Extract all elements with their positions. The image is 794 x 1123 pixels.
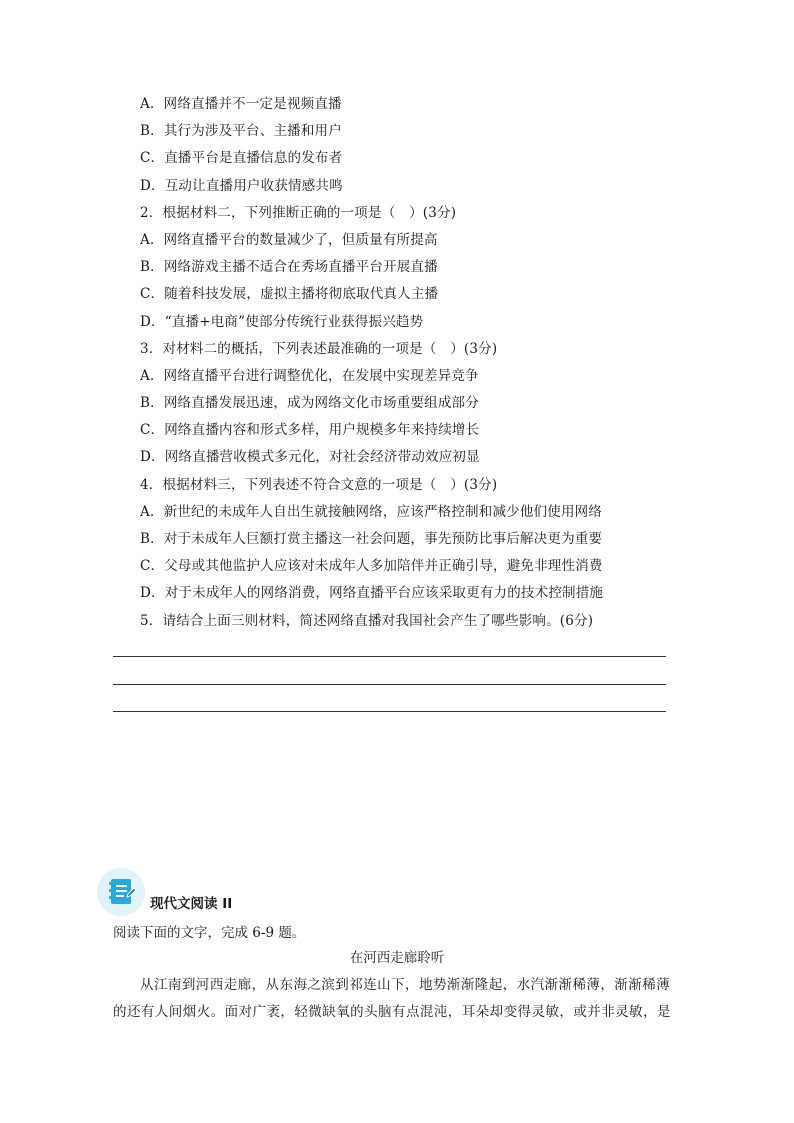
question-line: A．网络直播平台进行调整优化，在发展中实现差异竞争 (140, 367, 479, 384)
question-line: C．网络直播内容和形式多样，用户规模多年来持续增长 (140, 422, 480, 439)
passage-body (113, 972, 683, 1026)
question-line: C．随着科技发展，虚拟主播将彻底取代真人主播 (140, 286, 439, 303)
question-line: C．父母或其他监护人应该对未成年人多加陪伴并正确引导，避免非理性消费 (140, 558, 603, 575)
answer-line (113, 711, 666, 712)
question-line: B．网络直播发展迅速，成为网络文化市场重要组成部分 (140, 395, 479, 412)
question-line: D．“直播+电商”使部分传统行业获得振兴趋势 (140, 313, 424, 330)
question-line: B．网络游戏主播不适合在秀场直播平台开展直播 (140, 259, 438, 276)
passage-line: 从江南到河西走廊，从东海之滨到祁连山下，地势渐渐隆起，水汽渐渐稀薄，渐渐稀薄 (140, 977, 671, 993)
reading-instruction: 阅读下面的文字，完成 6-9 题。 (113, 925, 306, 941)
question-line: 2．根据材料二，下列推断正确的一项是（ ）(3分) (140, 204, 457, 221)
question-line: C．直播平台是直播信息的发布者 (140, 150, 343, 167)
question-line: 5．请结合上面三则材料，简述网络直播对我国社会产生了哪些影响。(6分) (140, 612, 594, 629)
question-line: D．对于未成年人的网络消费，网络直播平台应该采取更有力的技术控制措施 (140, 585, 604, 602)
section-header (97, 868, 497, 920)
question-line: B．对于未成年人巨额打赏主播这一社会问题，事先预防比事后解决更为重要 (140, 531, 603, 547)
section-title: 现代文阅读 II (150, 896, 233, 912)
question-line: 3．对材料二的概括，下列表述最准确的一项是（ ）(3分) (140, 340, 498, 357)
question-line: D．互动让直播用户收获情感共鸣 (140, 177, 343, 194)
question-line: A．新世纪的未成年人自出生就接触网络，应该严格控制和减少他们使用网络 (140, 503, 603, 520)
passage-line: 的还有人间烟火。面对广袤，轻微缺氧的头脑有点混沌，耳朵却变得灵敏，或并非灵敏，是 (113, 1004, 671, 1020)
question-line: 4．根据材料三，下列表述不符合文意的一项是（ ）(3分) (140, 476, 498, 493)
notebook-icon (97, 868, 145, 916)
answer-area[interactable] (113, 656, 666, 739)
answer-line (113, 656, 666, 657)
answer-line (113, 684, 666, 685)
question-list (140, 91, 700, 635)
question-line: A．网络直播并不一定是视频直播 (140, 96, 342, 112)
question-line: D．网络直播营收模式多元化，对社会经济带动效应初显 (140, 449, 480, 466)
passage-title: 在河西走廊聆听 (349, 950, 445, 966)
question-line: B．其行为涉及平台、主播和用户 (140, 123, 342, 140)
question-line: A．网络直播平台的数量减少了，但质量有所提高 (140, 231, 438, 248)
